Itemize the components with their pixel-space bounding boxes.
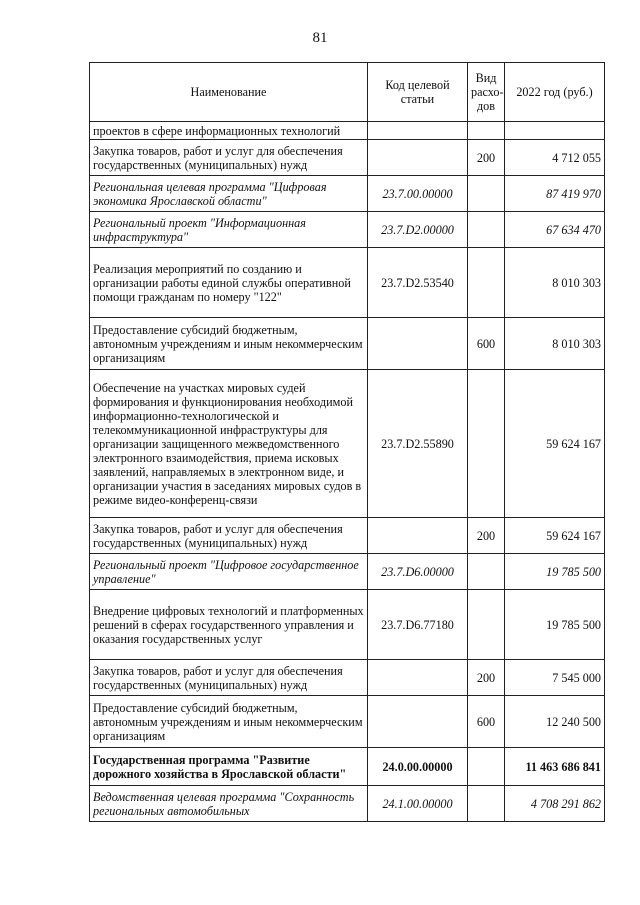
cell-type xyxy=(468,554,505,590)
cell-code xyxy=(368,140,468,176)
cell-amount: 59 624 167 xyxy=(505,370,605,518)
cell-amount xyxy=(505,122,605,140)
table-row xyxy=(90,696,605,748)
cell-type: 600 xyxy=(468,318,505,370)
cell-name: Закупка товаров, работ и услуг для обеспечения государственных (муниципальных) нужд xyxy=(90,660,368,696)
cell-type: 200 xyxy=(468,140,505,176)
cell-code: 23.7.00.00000 xyxy=(368,176,468,212)
cell-code xyxy=(368,122,468,140)
table-row xyxy=(90,660,605,696)
cell-code: 23.7.D2.55890 xyxy=(368,370,468,518)
table-row xyxy=(90,748,605,786)
cell-amount: 19 785 500 xyxy=(505,554,605,590)
cell-name: Закупка товаров, работ и услуг для обеспечения государственных (муниципальных) нужд xyxy=(90,140,368,176)
table-row xyxy=(90,318,605,370)
cell-type: 600 xyxy=(468,696,505,748)
cell-code: 23.7.D6.77180 xyxy=(368,590,468,660)
table-row xyxy=(90,212,605,248)
cell-type xyxy=(468,122,505,140)
cell-name: Ведомственная целевая программа "Сохранность региональных автомобильных xyxy=(90,786,368,822)
table-row xyxy=(90,590,605,660)
cell-type xyxy=(468,590,505,660)
cell-amount: 7 545 000 xyxy=(505,660,605,696)
cell-name: Закупка товаров, работ и услуг для обеспечения государственных (муниципальных) нужд xyxy=(90,518,368,554)
cell-amount: 67 634 470 xyxy=(505,212,605,248)
header-type: Вид расхо-дов xyxy=(468,63,505,122)
cell-code: 23.7.D6.00000 xyxy=(368,554,468,590)
cell-code: 23.7.D2.53540 xyxy=(368,248,468,318)
cell-name: Предоставление субсидий бюджетным, автономным учреждениям и иным некоммерческим организациям xyxy=(90,318,368,370)
header-amount: 2022 год (руб.) xyxy=(505,63,605,122)
table-body xyxy=(90,122,605,822)
table-header-row xyxy=(90,63,605,122)
cell-amount: 4 712 055 xyxy=(505,140,605,176)
cell-amount: 19 785 500 xyxy=(505,590,605,660)
cell-type: 200 xyxy=(468,660,505,696)
cell-type xyxy=(468,748,505,786)
cell-name: Государственная программа "Развитие дорожного хозяйства в Ярославской области" xyxy=(90,748,368,786)
cell-amount: 8 010 303 xyxy=(505,318,605,370)
table-row xyxy=(90,248,605,318)
table-row xyxy=(90,140,605,176)
cell-code: 24.1.00.00000 xyxy=(368,786,468,822)
cell-name: Региональный проект "Информационная инфраструктура" xyxy=(90,212,368,248)
table-row xyxy=(90,554,605,590)
table-row xyxy=(90,176,605,212)
cell-amount: 12 240 500 xyxy=(505,696,605,748)
page-number: 81 xyxy=(312,30,328,46)
cell-name: Внедрение цифровых технологий и платформенных решений в сферах государственного управления и оказания государственных услуг xyxy=(90,590,368,660)
cell-amount: 59 624 167 xyxy=(505,518,605,554)
cell-amount: 11 463 686 841 xyxy=(505,748,605,786)
cell-type xyxy=(468,370,505,518)
cell-name: Обеспечение на участках мировых судей формирования и функционирования необходимой информационно-технологической и телекоммуникационной инфраструктуры для организации защищенного межведомственного электронного взаимодействия, приема исковых заявлений, направляемых в электронном виде, и организации участия в заседаниях мировых судов в режиме видео-конференц-связи xyxy=(90,370,368,518)
table-row xyxy=(90,122,605,140)
table-row xyxy=(90,786,605,822)
cell-amount: 8 010 303 xyxy=(505,248,605,318)
cell-name: Региональный проект "Цифровое государственное управление" xyxy=(90,554,368,590)
cell-name: Предоставление субсидий бюджетным, автономным учреждениям и иным некоммерческим организациям xyxy=(90,696,368,748)
cell-code xyxy=(368,518,468,554)
budget-table xyxy=(89,62,605,822)
cell-type xyxy=(468,248,505,318)
cell-type: 200 xyxy=(468,518,505,554)
header-name: Наименование xyxy=(90,63,368,122)
cell-code: 23.7.D2.00000 xyxy=(368,212,468,248)
table-row xyxy=(90,370,605,518)
cell-amount: 87 419 970 xyxy=(505,176,605,212)
header-code: Код целевой статьи xyxy=(368,63,468,122)
cell-name: Региональная целевая программа "Цифровая экономика Ярославской области" xyxy=(90,176,368,212)
cell-code xyxy=(368,696,468,748)
cell-name: Реализация мероприятий по созданию и организации работы единой службы оперативной помощи гражданам по номеру "122" xyxy=(90,248,368,318)
cell-type xyxy=(468,786,505,822)
cell-type xyxy=(468,176,505,212)
cell-name: проектов в сфере информационных технологий xyxy=(90,122,368,140)
cell-code xyxy=(368,318,468,370)
table-row xyxy=(90,518,605,554)
cell-type xyxy=(468,212,505,248)
cell-code xyxy=(368,660,468,696)
cell-amount: 4 708 291 862 xyxy=(505,786,605,822)
cell-code: 24.0.00.00000 xyxy=(368,748,468,786)
